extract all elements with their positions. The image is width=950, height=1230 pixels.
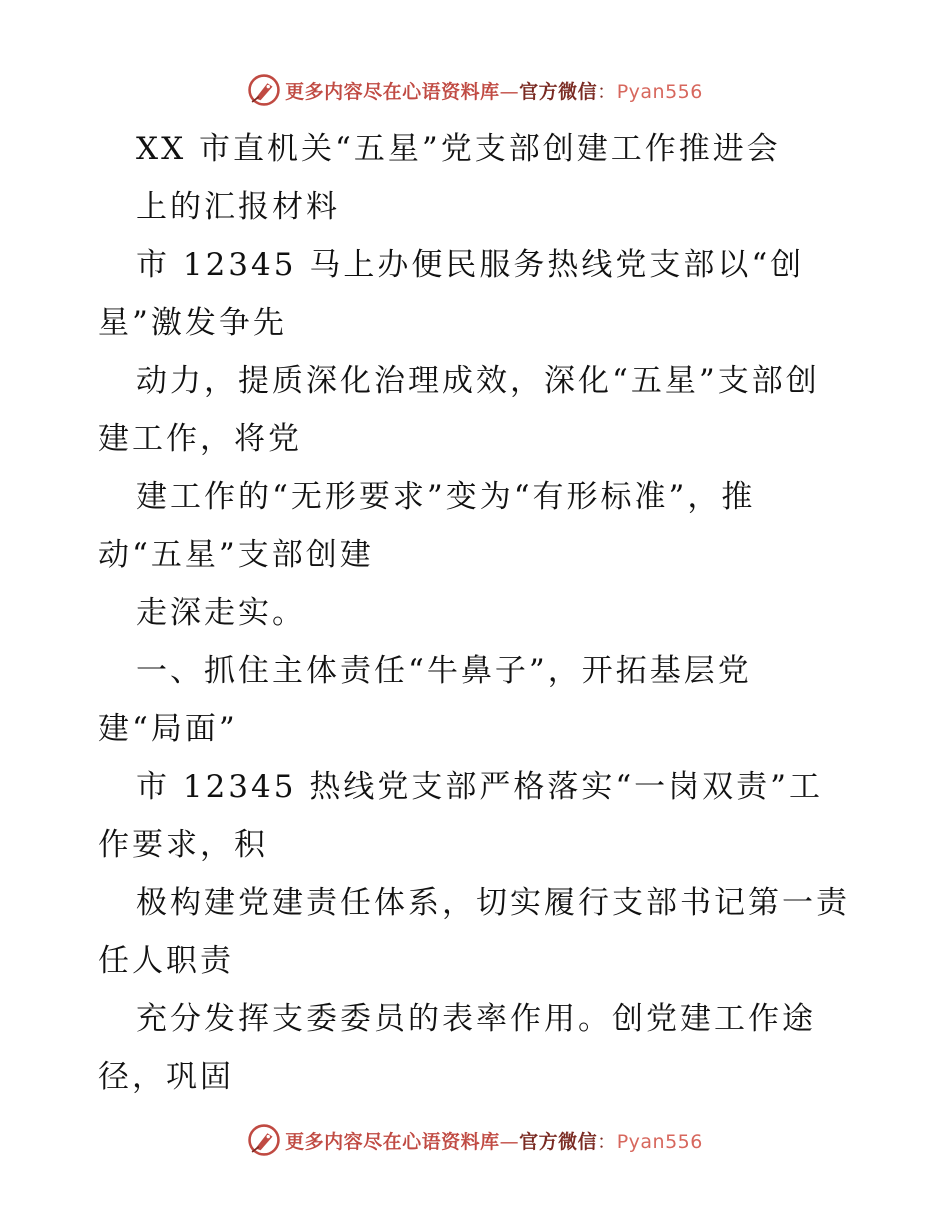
- footer-banner-inner: [247, 1123, 703, 1157]
- banner-brand: 更多内容尽在心语资料库: [285, 1130, 500, 1153]
- doc-line: 极构建党建责任体系，切实履行支部书记第一责: [136, 885, 850, 921]
- banner-wechat-id: Pyan556: [616, 1130, 703, 1153]
- doc-line: 动力，提质深化治理成效，深化“五星”支部创: [136, 363, 820, 399]
- banner-wechat-id: Pyan556: [616, 80, 703, 103]
- doc-line: 建“局面”: [98, 711, 238, 747]
- banner-colon: ：: [597, 80, 617, 103]
- doc-line: 任人职责: [98, 943, 234, 979]
- pen-nib-logo-icon: [247, 1123, 281, 1157]
- doc-line: 建工作的“无形要求”变为“有形标准”，推: [136, 479, 756, 515]
- banner-brand: 更多内容尽在心语资料库: [285, 80, 500, 103]
- banner-label: 官方微信: [519, 1130, 598, 1153]
- footer-banner-text: [285, 1127, 703, 1154]
- doc-line: 走深走实。: [136, 595, 306, 631]
- doc-line: 充分发挥支委委员的表率作用。创党建工作途: [136, 1001, 816, 1037]
- footer-watermark-banner: [0, 1120, 950, 1160]
- banner-dash: —: [499, 80, 520, 103]
- banner-dash: —: [499, 1130, 520, 1153]
- header-banner-text: [285, 77, 703, 104]
- doc-line: 建工作，将党: [98, 421, 302, 457]
- doc-line: 市 12345 马上办便民服务热线党支部以“创: [136, 247, 805, 283]
- header-watermark-banner: [0, 70, 950, 110]
- doc-line: XX 市直机关“五星”党支部创建工作推进会: [136, 131, 781, 167]
- doc-line: 动“五星”支部创建: [98, 537, 374, 573]
- banner-label: 官方微信: [519, 80, 598, 103]
- doc-line: 作要求，积: [98, 827, 268, 863]
- header-banner-inner: [247, 73, 703, 107]
- doc-line: 一、抓住主体责任“牛鼻子”，开拓基层党: [136, 653, 752, 689]
- doc-line: 上的汇报材料: [136, 189, 340, 225]
- doc-line: 市 12345 热线党支部严格落实“一岗双责”工: [136, 769, 824, 805]
- doc-line: 星”激发争先: [98, 305, 287, 341]
- pen-nib-logo-icon: [247, 73, 281, 107]
- doc-line: 径，巩固: [98, 1059, 234, 1095]
- banner-colon: ：: [597, 1130, 617, 1153]
